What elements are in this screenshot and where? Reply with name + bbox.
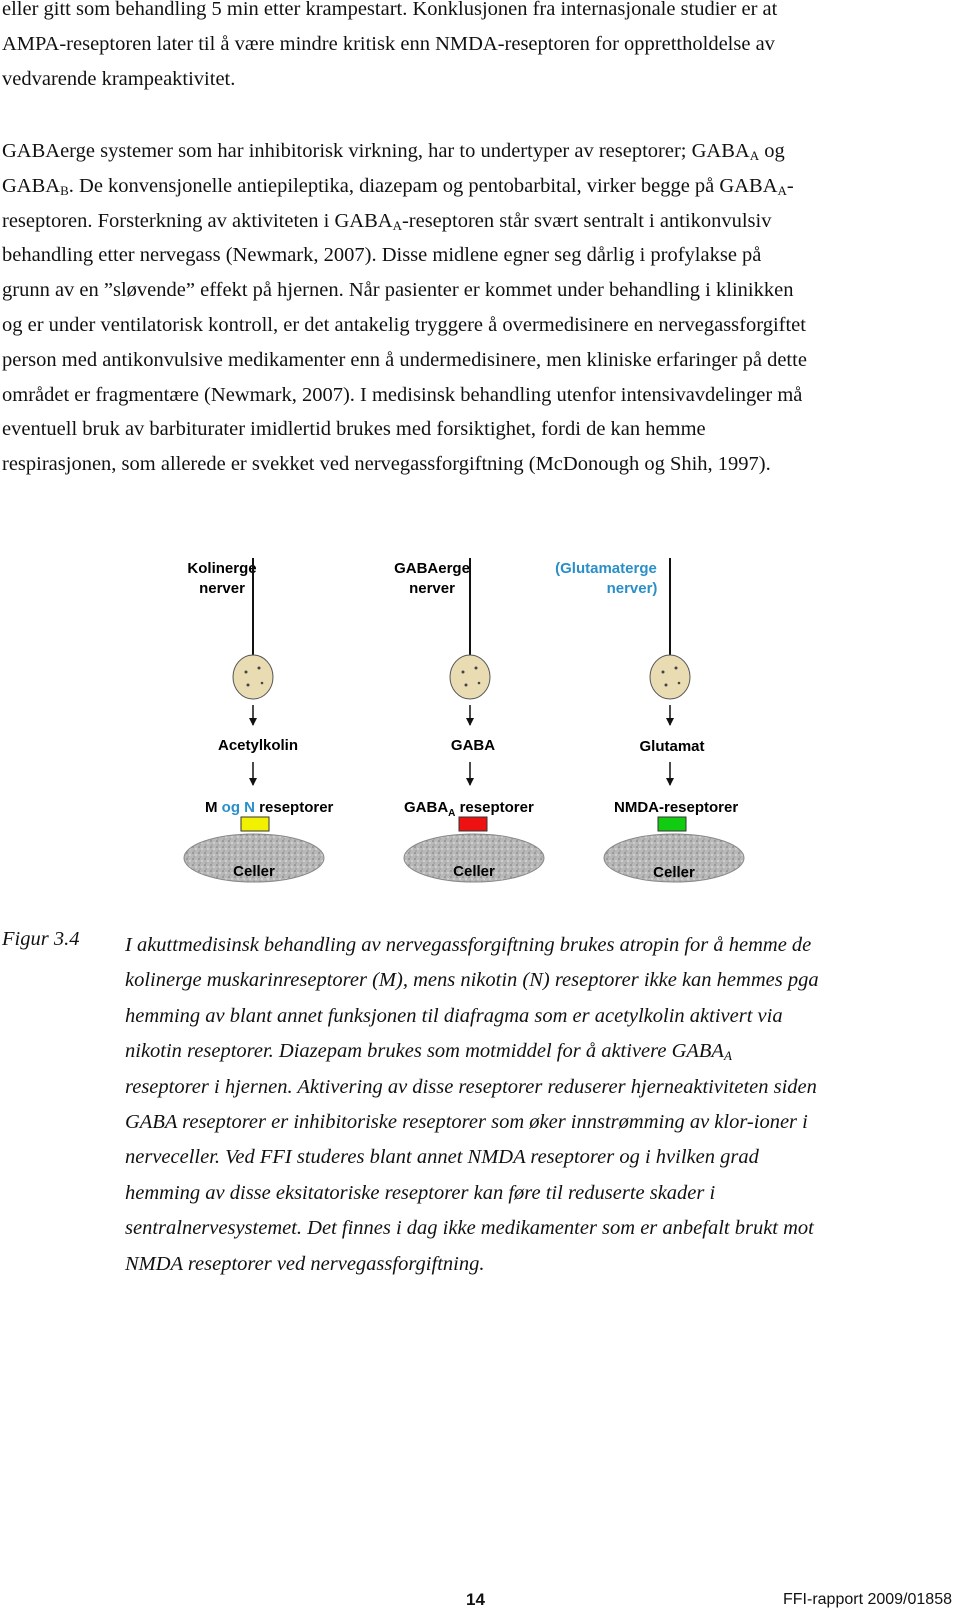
nerve-label: nerver) [606, 580, 658, 597]
report-id: FFI-rapport 2009/01858 [783, 1591, 952, 1608]
caption-line: I akuttmedisinsk behandling av nervegassforgiftning brukes atropin for å hemme de [125, 934, 812, 956]
receptor-diagram [0, 540, 960, 910]
caption-line: hemming av blant annet funksjonen til diafragma som er acetylkolin aktivert via [125, 1004, 783, 1027]
text-line: eller gitt som behandling 5 min etter krampestart. Konklusjonen fra internasjonale studier er at [2, 0, 778, 20]
receptor-label: $GABA_A$ reseptorer [404, 799, 534, 819]
caption-line: reseptorer i hjernen. Aktivering av disse reseptorer reduserer hjerneaktiviteten siden [125, 1075, 817, 1098]
figure-label: Figur 3.4 [2, 928, 80, 950]
page-number: 14 [466, 1590, 485, 1609]
receptor-label: NMDA-reseptorer [614, 799, 739, 816]
caption-line: sentralnervesystemet. Det finnes i dag ikke medikamenter som er anbefalt brukt mot [125, 1217, 814, 1240]
transmitter-label: Acetylkolin [217, 737, 299, 754]
nerve-label: nerver [409, 580, 455, 597]
cells-label: Celler [453, 863, 495, 880]
caption-line: GABA reseptorer er inhibitoriske reseptorer som øker innstrømming av klor-ioner i [125, 1111, 808, 1134]
text-line: behandling etter nervegass (Newmark, 2007). Disse midlene egner seg dårlig i profylakse på [2, 244, 762, 267]
nerve-label: Kolinerge [187, 560, 257, 577]
vesicle-icon [450, 655, 490, 699]
paragraph-intro [2, 0, 942, 96]
text-line: eventuell bruk av barbiturater imidlertid brukes med forsiktighet, fordi de kan hemme [2, 418, 706, 441]
caption-line: nikotin reseptorer. Diazepam brukes som motmiddel for å aktivere $GABA_A$ [125, 1040, 732, 1064]
text-line: $GABA_B$. De konvensjonelle antiepileptika, diazepam og pentobarbital, virker begge på $GABA_A-$ [2, 174, 794, 198]
nerve-label: (Glutamaterge [555, 560, 657, 577]
nerve-label: nerver [199, 580, 245, 597]
cells-label: Celler [233, 863, 275, 880]
receptor-box [658, 817, 686, 831]
receptor-box [241, 817, 269, 831]
receptor-label: M og N reseptorer [205, 799, 334, 816]
caption-line: kolinerge muskarinreseptorer (M), mens nikotin (N) reseptorer ikke kan hemmes pga [125, 969, 819, 992]
cells-label: Celler [653, 864, 695, 881]
text-line: respirasjonen, som allerede er svekket ved nervegassforgiftning (McDonough og Shih, 1997). [2, 453, 771, 476]
paragraph-gaba [2, 134, 942, 482]
text-line: person med antikonvulsive medikamenter enn å undermedisinere, men kliniske erfaringer på dette [2, 348, 807, 371]
transmitter-label: Glutamat [639, 738, 705, 755]
text-line: grunn av en ”sløvende” effekt på hjernen. Når pasienter er kommet under behandling i klinikken [2, 279, 794, 302]
caption-line: NMDA reseptorer ved nervegassforgiftning. [125, 1252, 485, 1275]
text-line: reseptoren. Forsterkning av aktiviteten i $GABA_A$-reseptoren står svært sentralt i antikonvulsiv [2, 209, 772, 233]
caption-line: nerveceller. Ved FFI studeres blant annet NMDA reseptorer og i hvilken grad [125, 1146, 759, 1169]
text-line: GABAerge systemer som har inhibitorisk virkning, har to undertyper av reseptorer; $GABA_A$ og [2, 140, 785, 163]
receptor-diagram-svg [0, 540, 960, 910]
text-line: området er fragmentære (Newmark, 2007). I medisinsk behandling utenfor intensivavdelinger må [2, 383, 803, 406]
vesicle-icon [650, 655, 690, 699]
vesicle-icon [233, 655, 273, 699]
caption-line: hemming av disse eksitatoriske reseptorer kan føre til reduserte skader i [125, 1181, 716, 1204]
text-line: AMPA-reseptoren later til å være mindre kritisk enn NMDA-reseptoren for opprettholdelse av [2, 32, 775, 55]
transmitter-label: GABA [450, 737, 496, 754]
nerve-label: GABAerge [394, 560, 470, 577]
receptor-box [459, 817, 487, 831]
column-glutamatergic [555, 558, 744, 882]
text-line: vedvarende krampeaktivitet. [2, 67, 236, 90]
column-cholinergic [184, 558, 334, 882]
figure-caption [125, 928, 955, 1282]
column-gabaergic [394, 558, 544, 882]
text-line: og er under ventilatorisk kontroll, er det antakelig tryggere å overmedisinere en nervegassforgiftet [2, 313, 806, 336]
